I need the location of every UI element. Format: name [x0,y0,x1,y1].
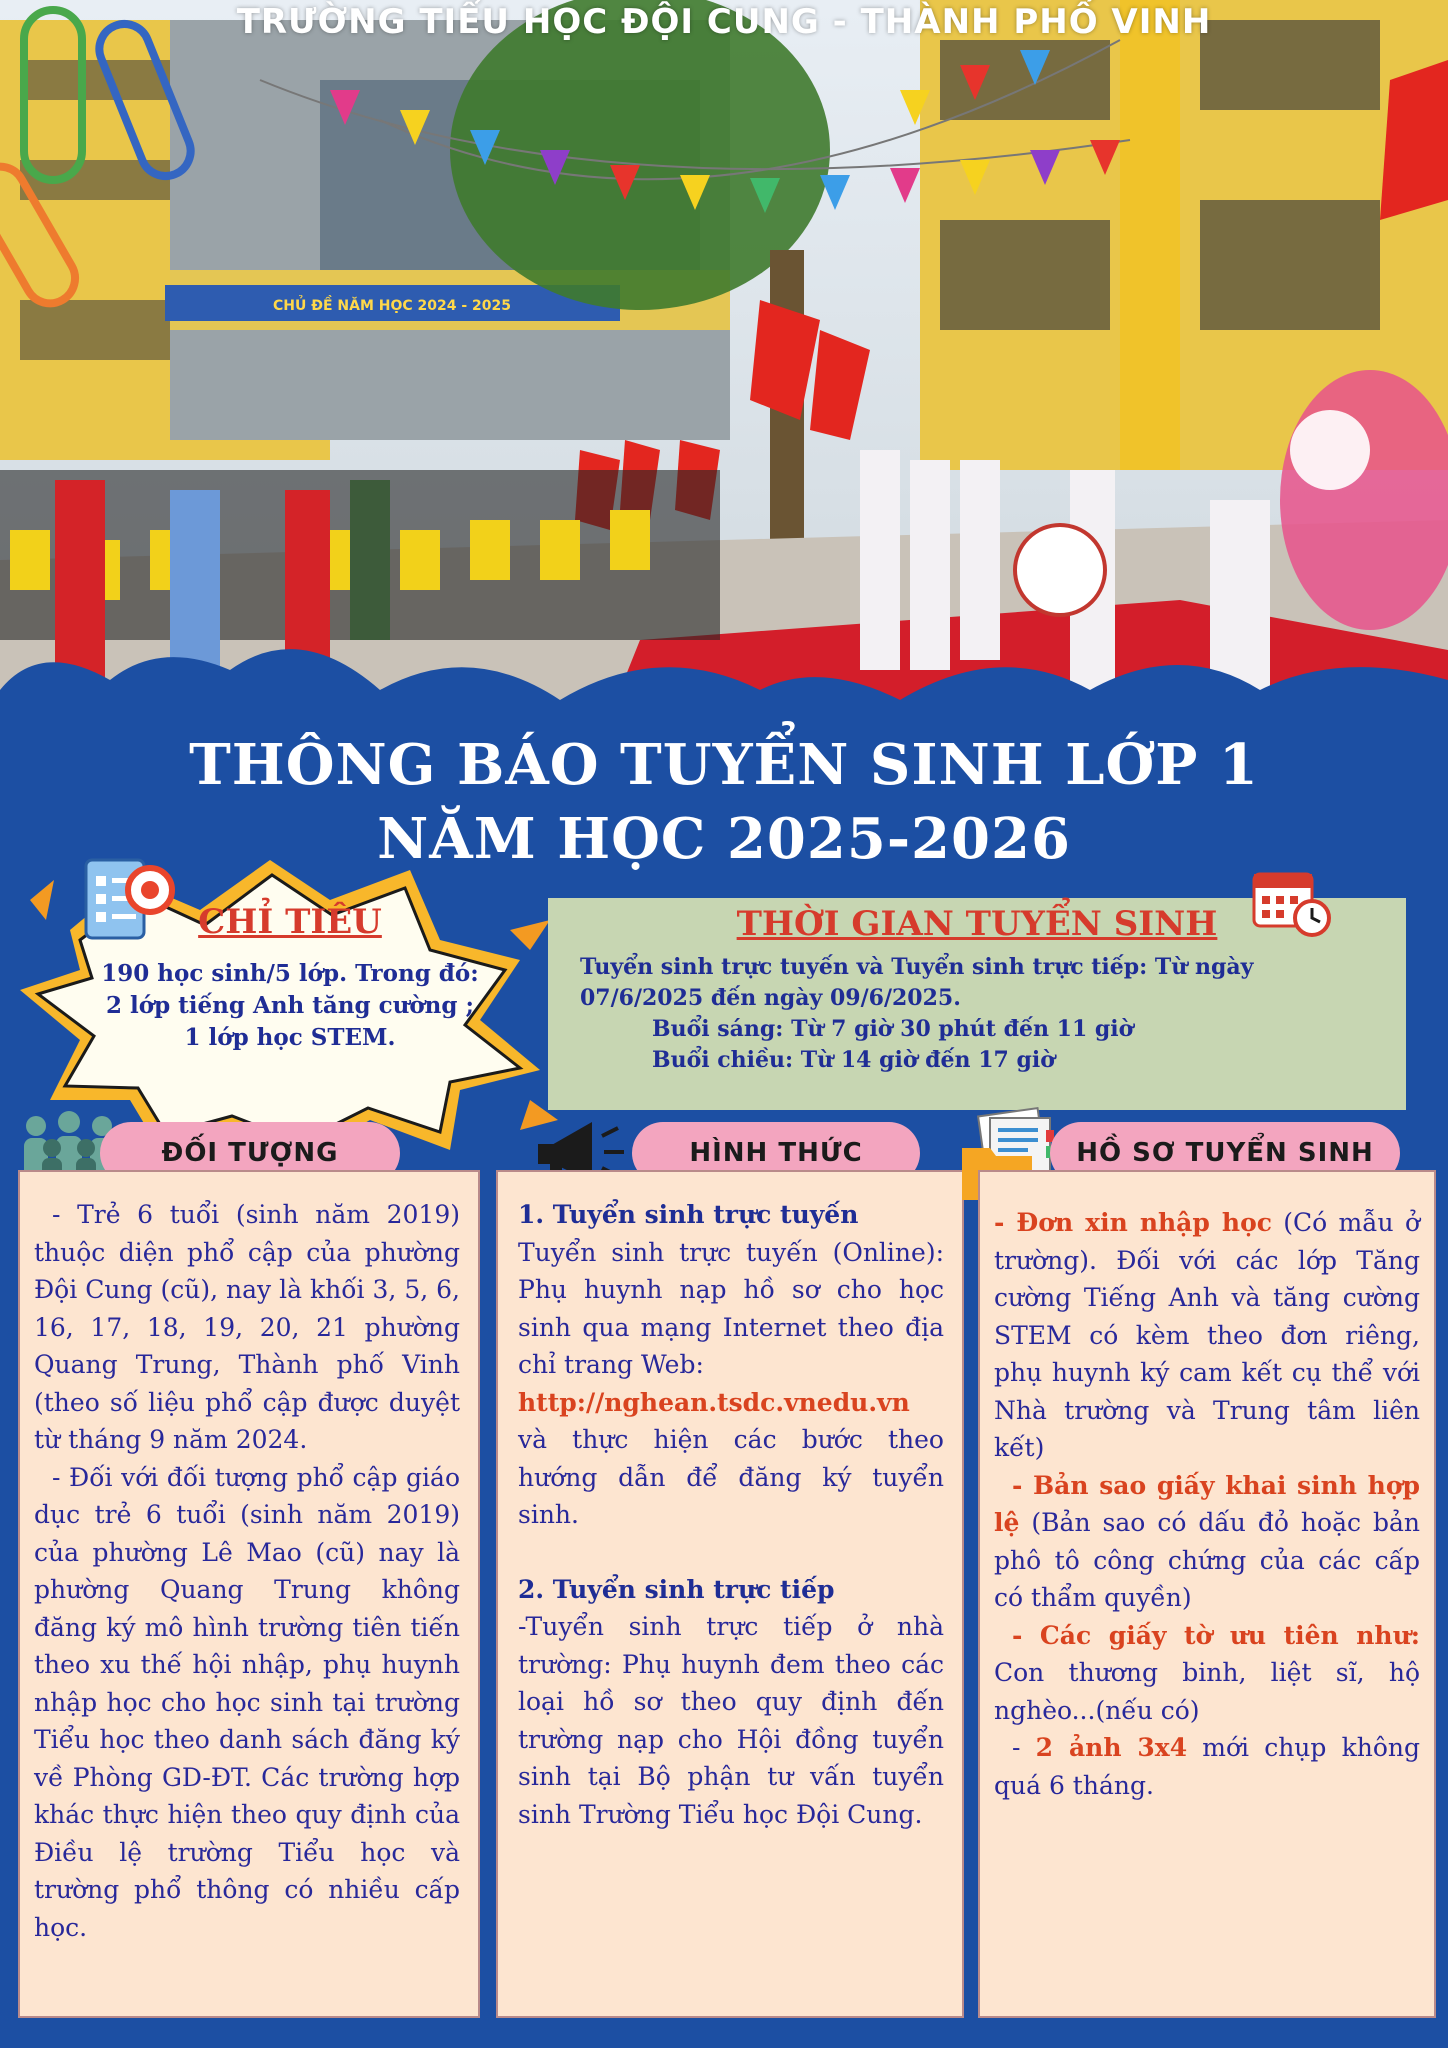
target-para-1: - Trẻ 6 tuổi (sinh năm 2019) thuộc diện phổ cập của phường Đội Cung (cũ), nay là khối 3, 5, 6, 16, 17, 18, 19, 20, 21 phường Quang Trung, Thành phố Vinh (theo số liệu phổ cập được duyệt từ tháng 9 năm 2024. [34,1200,460,1454]
doc-item-4-label: 2 ảnh 3x4 [1035,1733,1188,1762]
doc-item-2-label: - Bản sao giấy khai sinh hợp lệ [994,1470,1420,1537]
documents-text [994,1204,1420,1804]
target-text [34,1196,460,1946]
target-heading: ĐỐI TƯỢNG [100,1122,400,1184]
method-online-title: 1. Tuyển sinh trực tuyến [518,1200,859,1229]
school-year-title: NĂM HỌC 2025-2026 [377,806,1071,872]
quota-line-3: 1 lớp học STEM. [184,1024,396,1051]
quota-line-2: 2 lớp tiếng Anh tăng cường ; [106,992,474,1019]
schedule-morning: Buổi sáng: Từ 7 giờ 30 phút đến 11 giờ [652,1016,1134,1042]
method-text [518,1196,944,1833]
method-online-text-2: và thực hiện các bước theo hướng dẫn để đăng ký tuyển sinh. [518,1425,944,1529]
quota-title: CHỈ TIÊU [198,902,382,942]
schedule-line-2: 07/6/2025 đến ngày 09/6/2025. [580,985,961,1011]
doc-item-1-label: - Đơn xin nhập học [994,1208,1272,1237]
doc-item-3-text: Con thương binh, liệt sĩ, hộ nghèo...(nếu có) [994,1658,1420,1725]
target-para-2: - Đối với đối tượng phổ cập giáo dục trẻ 6 tuổi (sinh năm 2019) của phường Lê Mao (cũ) nay là phường Quang Trung không đăng ký mô hình trường tiên tiến theo xu thế hội nhập, phụ huynh nhập học cho học sinh tại trường Tiểu học theo danh sách đăng ký về Phòng GD-ĐT. Các trường hợp khác thực hiện theo quy định của Điều lệ trường Tiểu học và trường phổ thông có nhiều cấp học. [34,1462,460,1942]
announcement-title: THÔNG BÁO TUYỂN SINH LỚP 1 [189,732,1259,798]
quota-box [10,840,540,1140]
method-direct-title: 2. Tuyển sinh trực tiếp [518,1574,835,1604]
documents-heading: HỒ SƠ TUYỂN SINH [1050,1122,1400,1184]
header-photo [0,0,1448,740]
doc-item-1-text: (Có mẫu ở trường). Đối với các lớp Tăng cường Tiếng Anh và tăng cường STEM có kèm theo đơn riêng, phụ huynh ký cam kết cụ thể với Nhà trường và Trung tâm liên kết) [994,1208,1421,1462]
doc-item-4-prefix: - [1012,1733,1036,1762]
doc-item-2-text: (Bản sao có dấu đỏ hoặc bản phô tô công chứng của các cấp có thẩm quyền) [994,1508,1420,1612]
method-direct-text: -Tuyển sinh trực tiếp ở nhà trường: Phụ huynh đem theo các loại hồ sơ theo quy định đến trường nạp cho Hội đồng tuyển sinh tại Bộ phận tư vấn tuyển sinh Trường Tiểu học Đội Cung. [518,1612,944,1829]
doc-item-4-text: mới chụp không quá 6 tháng. [994,1733,1420,1800]
schedule-line-1: Tuyển sinh trực tuyến và Tuyển sinh trực tiếp: Từ ngày [580,954,1254,980]
registration-link[interactable]: http://nghean.tsdc.vnedu.vn [518,1387,910,1417]
quota-body [90,958,490,1054]
method-online-text: Tuyển sinh trực tuyến (Online): Phụ huynh nạp hồ sơ cho học sinh qua mạng Internet theo địa chỉ trang Web: [518,1237,944,1379]
school-name: TRƯỜNG TIỂU HỌC ĐỘI CUNG - THÀNH PHỐ VINH [236,2,1212,42]
school-banner-text: CHỦ ĐỀ NĂM HỌC 2024 - 2025 [272,298,512,314]
quota-line-1: 190 học sinh/5 lớp. Trong đó: [101,960,479,987]
doc-item-3-label: - Các giấy tờ ưu tiên như: [1012,1620,1420,1650]
method-heading: HÌNH THỨC [632,1122,920,1184]
schedule-afternoon: Buổi chiều: Từ 14 giờ đến 17 giờ [652,1047,1055,1073]
schedule-title: THỜI GIAN TUYỂN SINH [736,904,1218,944]
calendar-clock-icon [1250,866,1334,940]
